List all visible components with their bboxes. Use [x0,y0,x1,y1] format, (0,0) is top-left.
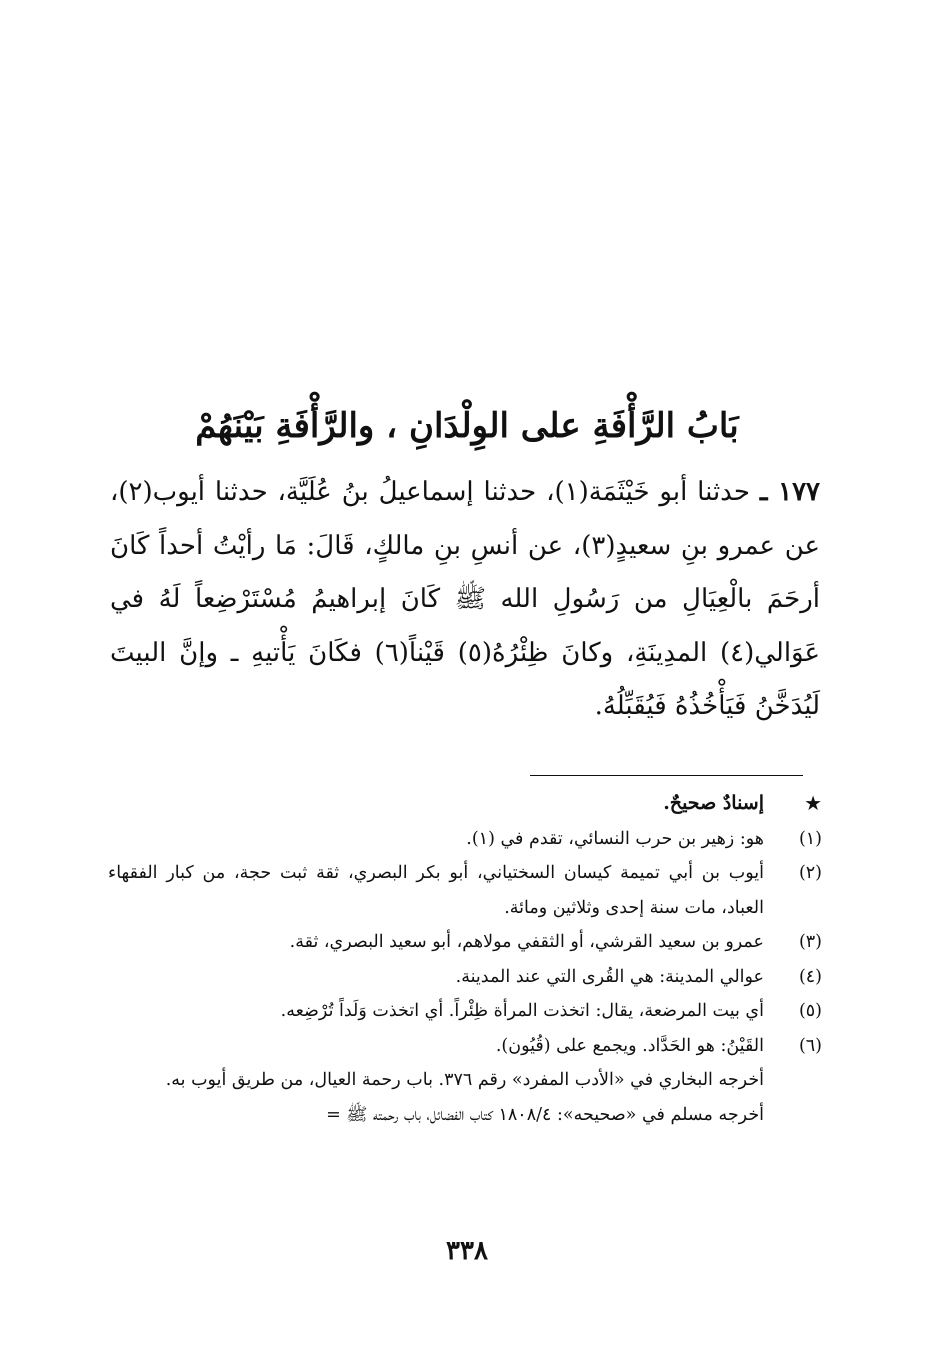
footnote-text: عمرو بن سعيد القرشي، أو الثقفي مولاهم، أبو سعيد البصري، ثقة. [289,932,764,952]
hadith-number: ١٧٧ ـ [759,477,821,507]
footnote-mark: (٤) [798,966,822,987]
chapter-title: بَابُ الرَّأْفَةِ على الوِلْدَانِ ، والرَّأْفَةِ بَيْنَهُمْ [195,406,739,446]
footnote-divider [530,775,803,776]
footnote-text: هو: زهير بن حرب النسائي، تقدم في (١). [466,828,764,849]
footnote-2 [108,856,822,925]
footnote-3 [108,925,822,960]
source-muslim: أخرجه مسلم في «صحيحه»: ١٨٠٨/٤ كتاب الفضائل، باب رحمته ﷺ = [326,1104,764,1125]
footnote-mark: (١) [798,828,822,849]
footnote-5 [108,994,822,1029]
star-icon: ★ [804,791,822,815]
footnote-isnad [108,786,822,822]
footnote-text: أيوب بن أبي تميمة كيسان السختياني، أبو بكر البصري، ثقة ثبت حجة، من كبار الفقهاء العباد، مات سنة إحدى وثلاثين ومائة. [108,863,764,918]
source-bukhari: أخرجه البخاري في «الأدب المفرد» رقم ٣٧٦. باب رحمة العيال، من طريق أيوب به. [165,1070,764,1090]
footnote-mark: (٣) [798,932,822,952]
footnote-mark: (٥) [798,1001,822,1021]
footnote-text: إسنادٌ صحيحٌ. [663,792,764,814]
footnotes [108,786,822,1132]
hadith-177 [110,466,820,734]
footnote-4 [108,960,822,995]
footnote-1 [108,822,822,857]
footnote-text: عوالي المدينة: هي القُرى التي عند المدينة. [455,966,764,987]
footnote-mark: (٦) [798,1035,822,1056]
footnote-mark: (٢) [798,863,822,883]
footnote-text: القَيْنُ: هو الحَدَّاد. ويجمع على (قُيُون). [495,1035,764,1056]
page-number: ٣٣٨ [446,1236,488,1266]
hadith-text: حدثنا أبو خَيْثَمَة(١)، حدثنا إسماعيلُ بنُ عُلَيَّة، حدثنا أيوب(٢)، عن عمرو بنِ سعيدٍ(٣)، عن أنسِ بنِ مالكٍ، قَالَ: مَا رأيْتُ أحداً كَانَ أرحَمَ بالْعِيَالِ من رَسُولِ الله ﷺ كَانَ إبراهيمُ مُسْتَرْضِعاً لَهُ في عَوَالي(٤) المدِينَةِ، وكانَ ظِئْرُهُ(٥) قَيْناً(٦) فكَانَ يَأْتيهِ ـ وإنَّ البيتَ لَيُدَخَّنُ فَيَأْخُذُهُ فَيُقَبِّلُهُ. [110,477,820,721]
footnote-6 [108,1029,822,1064]
footnote-text: أي بيت المرضعة، يقال: اتخذت المرأة ظِئْراً. أي اتخذت وَلَداً تُرْضِعه. [280,1001,764,1021]
